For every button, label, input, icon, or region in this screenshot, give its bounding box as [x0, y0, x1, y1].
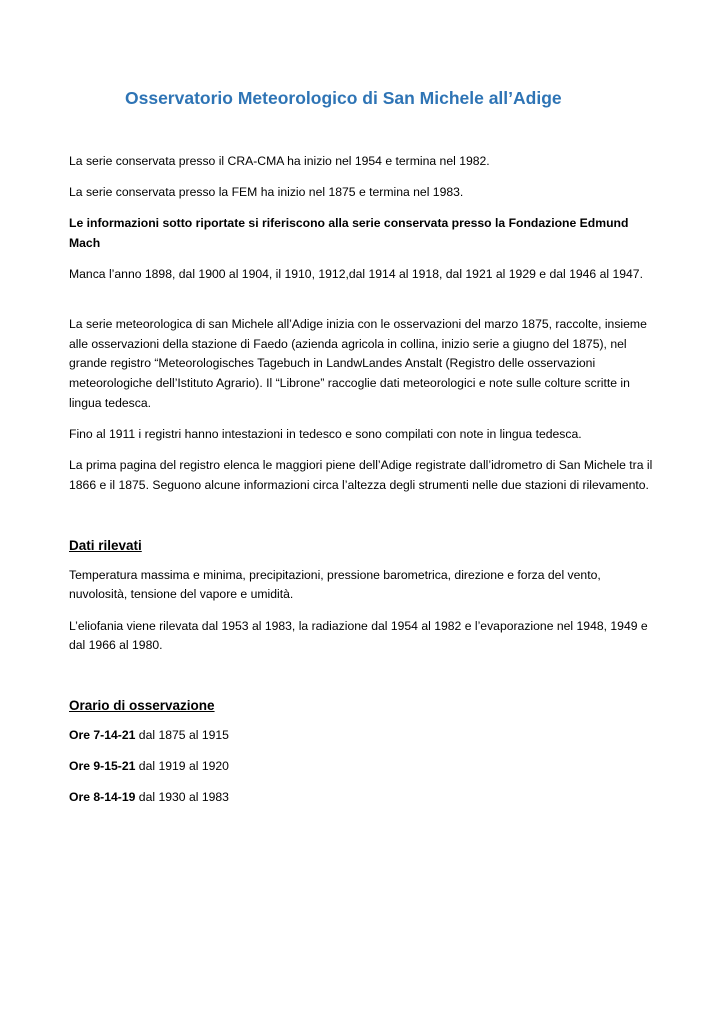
orario-item-hours: Ore 7-14-21 [69, 727, 136, 742]
orario-item-period: dal 1875 al 1915 [135, 727, 229, 742]
orario-item [69, 788, 659, 808]
orario-item [69, 726, 659, 746]
page-title: Osservatorio Meteorologico di San Michele all’Adige [125, 88, 562, 108]
orario-item-hours: Ore 9-15-21 [69, 759, 136, 774]
section-heading-orario: Orario di osservazione [69, 697, 215, 713]
orario-item-hours: Ore 8-14-19 [69, 790, 136, 805]
orario-item [69, 757, 659, 777]
intro-paragraph-cra-cma: La serie conservata presso il CRA-CMA ha inizio nel 1954 e termina nel 1982. [69, 154, 490, 168]
intro-paragraph-bold-note: Le informazioni sotto riportate si riferiscono alla serie conservata presso la Fondazione Edmund Mach [69, 216, 629, 251]
dati-paragraph-variables: Temperatura massima e minima, precipitazioni, pressione barometrica, direzione e forza del vento, nuvolosità, tensione del vapore e umidità. [69, 567, 601, 602]
orario-item-period: dal 1930 al 1983 [135, 790, 229, 805]
history-paragraph-origin: La serie meteorologica di san Michele all’Adige inizia con le osservazioni del marzo 1875, raccolte, insieme alle osservazioni della stazione di Faedo (azienda agricola in collina, inizio serie a giugno del 1875), nel grande registro “Meteorologisches Tagebuch in LandwLandes Anstalt (Registro delle osservazioni meteorologiche dell’Istituto Agrario). Il “Librone” raccoglie dati meteorologici e note sulle colture scritte in lingua tedesca. [69, 317, 647, 410]
intro-paragraph-missing-years: Manca l’anno 1898, dal 1900 al 1904, il 1910, 1912,dal 1914 al 1918, dal 1921 al 1929 e dal 1946 al 1947. [69, 267, 643, 282]
intro-paragraph-fem: La serie conservata presso la FEM ha inizio nel 1875 e termina nel 1983. [69, 185, 464, 200]
history-paragraph-registers: Fino al 1911 i registri hanno intestazioni in tedesco e sono compilati con note in lingua tedesca. [69, 427, 582, 442]
section-heading-dati-rilevati: Dati rilevati [69, 537, 142, 553]
dati-paragraph-eliofania: L’eliofania viene rilevata dal 1953 al 1983, la radiazione dal 1954 al 1982 e l’evaporazione nel 1948, 1949 e dal 1966 al 1980. [69, 618, 648, 653]
history-paragraph-first-page: La prima pagina del registro elenca le maggiori piene dell’Adige registrate dall’idrometro di San Michele tra il 1866 e il 1875. Seguono alcune informazioni circa l’altezza degli strumenti nelle due stazioni di rilevamento. [69, 458, 653, 492]
orario-item-period: dal 1919 al 1920 [135, 759, 229, 774]
document-body [69, 152, 659, 820]
